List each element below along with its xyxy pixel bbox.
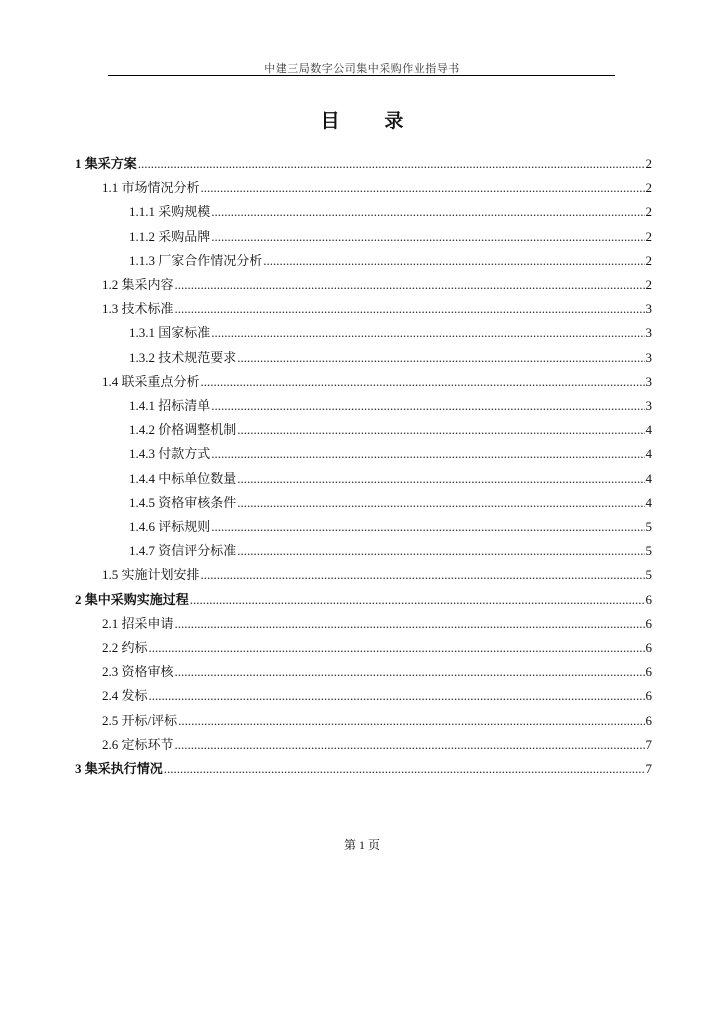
toc-entry-text: 2.5 开标/评标: [102, 712, 178, 728]
toc-entry[interactable]: [75, 588, 652, 612]
page-number-footer: 第 1 页: [343, 838, 380, 852]
toc-entry[interactable]: [102, 684, 652, 708]
toc-entry-page: 7: [645, 736, 652, 752]
toc-entry-text: 1 集采方案: [75, 156, 137, 171]
toc-entry-text: 1.4.4 中标单位数量: [129, 470, 237, 486]
toc-leader-dots: [263, 249, 644, 273]
toc-leader-dots: [149, 636, 645, 660]
toc-entry-page: 6: [645, 712, 652, 728]
toc-entry[interactable]: [129, 200, 652, 224]
toc-entry-text: 1.3.1 国家标准: [129, 325, 211, 341]
toc-entry-text: 1.1.2 采购品牌: [129, 228, 211, 244]
toc-leader-dots: [175, 733, 645, 757]
toc-entry[interactable]: [102, 709, 652, 733]
toc-entry-page: 4: [645, 494, 652, 510]
toc-entry-page: 6: [645, 615, 652, 631]
toc-entry-page: 2: [645, 228, 652, 244]
toc-leader-dots: [138, 152, 645, 176]
toc-entry[interactable]: [102, 660, 652, 684]
toc-entry-page: 2: [645, 252, 652, 268]
toc-entry-page: 7: [645, 761, 652, 776]
toc-entry-text: 2 集中采购实施过程: [75, 591, 189, 607]
toc-entry-page: 5: [645, 543, 652, 559]
toc-entry[interactable]: [129, 515, 652, 539]
toc-title: 目 录: [320, 111, 424, 132]
toc-leader-dots: [164, 757, 645, 781]
toc-entry-text: 1.3.2 技术规范要求: [129, 349, 237, 365]
toc-entry-text: 1.2 集采内容: [102, 277, 174, 292]
toc-entry-page: 3: [645, 325, 652, 341]
toc-entry[interactable]: [129, 225, 652, 249]
toc-entry-text: 1.4.1 招标清单: [129, 398, 211, 413]
toc-entry[interactable]: [102, 297, 652, 321]
toc-entry-page: 3: [645, 373, 652, 389]
toc-entry[interactable]: [129, 346, 652, 370]
toc-entry[interactable]: [129, 539, 652, 563]
toc-leader-dots: [211, 515, 644, 539]
toc-entry-text: 2.2 约标: [102, 640, 148, 655]
toc-entry[interactable]: [102, 563, 652, 587]
toc-leader-dots: [175, 273, 645, 297]
header-rule: [108, 75, 615, 76]
toc-entry-page: 2: [645, 156, 652, 171]
toc-entry-page: 6: [645, 640, 652, 655]
toc-leader-dots: [211, 321, 644, 345]
toc-entry-text: 1.1 市场情况分析: [102, 180, 200, 196]
toc-entry[interactable]: [129, 491, 652, 515]
toc-entry-text: 1.4.3 付款方式: [129, 446, 211, 462]
toc-leader-dots: [178, 709, 644, 733]
toc-entry[interactable]: [75, 152, 652, 176]
toc-entry-text: 2.3 资格审核: [102, 664, 174, 680]
toc-entry-page: 3: [645, 398, 652, 413]
toc-leader-dots: [237, 418, 644, 442]
toc-entry[interactable]: [102, 636, 652, 660]
toc-entry[interactable]: [102, 733, 652, 757]
toc-entry[interactable]: [102, 273, 652, 297]
toc-leader-dots: [149, 684, 645, 708]
toc-leader-dots: [190, 588, 645, 612]
toc-entry-text: 1.4.6 评标规则: [129, 519, 211, 534]
toc-entry[interactable]: [75, 757, 652, 781]
toc-entry-page: 6: [645, 664, 652, 680]
toc-entry-page: 2: [645, 204, 652, 220]
toc-leader-dots: [201, 176, 645, 200]
toc-entry-page: 6: [645, 688, 652, 704]
toc-entry-page: 4: [645, 422, 652, 438]
toc-entry[interactable]: [129, 321, 652, 345]
toc-entry[interactable]: [129, 249, 652, 273]
toc-entry[interactable]: [102, 176, 652, 200]
toc-entry-page: 2: [645, 180, 652, 196]
toc-leader-dots: [201, 370, 645, 394]
toc-entry-text: 2.4 发标: [102, 688, 148, 704]
toc-leader-dots: [175, 297, 645, 321]
toc-entry[interactable]: [102, 612, 652, 636]
toc-leader-dots: [175, 660, 645, 684]
toc-leader-dots: [201, 563, 645, 587]
toc-entry-text: 1.1.3 厂家合作情况分析: [129, 252, 263, 268]
toc-entry-text: 1.4.7 资信评分标准: [129, 543, 237, 559]
toc-entry[interactable]: [102, 370, 652, 394]
toc-leader-dots: [211, 225, 644, 249]
toc-entry-page: 4: [645, 470, 652, 486]
toc-leader-dots: [211, 442, 644, 466]
toc-entry-text: 1.4.5 资格审核条件: [129, 494, 237, 510]
toc-entry-page: 4: [645, 446, 652, 462]
toc-entry[interactable]: [129, 467, 652, 491]
toc-leader-dots: [211, 200, 644, 224]
toc-entry-text: 2.1 招采申请: [102, 615, 174, 631]
toc-entry-text: 1.1.1 采购规模: [129, 204, 211, 220]
toc-entry-text: 1.4.2 价格调整机制: [129, 422, 237, 438]
toc-entry-page: 5: [645, 567, 652, 583]
toc-entry-text: 2.6 定标环节: [102, 736, 174, 752]
toc-entry-page: 2: [645, 277, 652, 292]
toc-entry-page: 3: [645, 301, 652, 317]
toc-entry-page: 6: [645, 591, 652, 607]
running-header-title: 中建三局数字公司集中采购作业指导书: [264, 63, 460, 75]
toc-entry-page: 3: [645, 349, 652, 365]
toc-entry-text: 1.4 联采重点分析: [102, 373, 200, 389]
toc-entry[interactable]: [129, 418, 652, 442]
toc-leader-dots: [237, 467, 644, 491]
toc-leader-dots: [237, 491, 644, 515]
toc-entry[interactable]: [129, 394, 652, 418]
toc-entry-page: 5: [645, 519, 652, 534]
toc-entry-text: 1.5 实施计划安排: [102, 567, 200, 583]
toc-entry[interactable]: [129, 442, 652, 466]
toc-leader-dots: [237, 346, 644, 370]
toc-entry-text: 1.3 技术标准: [102, 301, 174, 317]
toc-leader-dots: [211, 394, 644, 418]
toc-entry-text: 3 集采执行情况: [75, 761, 163, 776]
toc-leader-dots: [175, 612, 645, 636]
toc-leader-dots: [237, 539, 644, 563]
